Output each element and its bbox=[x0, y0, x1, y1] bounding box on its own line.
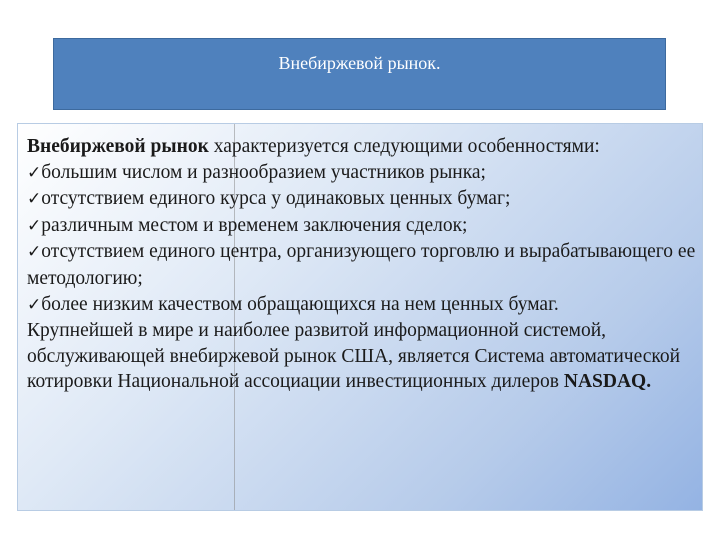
title-banner bbox=[53, 38, 666, 110]
slide-title: Внебиржевой рынок. bbox=[278, 53, 441, 73]
bullet-text: большим числом и разнообразием участников рынка; bbox=[41, 161, 486, 183]
body-text bbox=[27, 134, 697, 395]
checkmark-icon: ✓ bbox=[27, 242, 42, 263]
intro-bold-term: Внебиржевой рынок bbox=[27, 136, 209, 157]
bullet-item bbox=[27, 186, 697, 213]
bullet-item bbox=[27, 213, 697, 240]
closing-paragraph bbox=[27, 318, 697, 395]
closing-bold: NASDAQ. bbox=[563, 371, 652, 393]
closing-text: Крупнейшей в мире и наиболее развитой информационной системой, обслуживающей внебиржевой рынок США, является Система автоматической котировки Национальной ассоциации инвестиционных дилеров bbox=[27, 320, 681, 393]
checkmark-icon: ✓ bbox=[27, 294, 42, 315]
checkmark-icon: ✓ bbox=[27, 189, 42, 210]
intro-paragraph bbox=[27, 134, 697, 160]
intro-rest: характеризуется следующими особенностями: bbox=[208, 136, 600, 157]
bullet-text: более низким качеством обращающихся на нем ценных бумаг. bbox=[41, 293, 559, 315]
bullet-text: различным местом и временем заключения сделок; bbox=[41, 214, 468, 236]
bullet-text: отсутствием единого центра, организующего торговлю и вырабатывающего ее методологию; bbox=[27, 241, 696, 289]
bullet-text: отсутствием единого курса у одинаковых ценных бумаг; bbox=[41, 188, 511, 210]
bullet-item bbox=[27, 292, 697, 319]
checkmark-icon: ✓ bbox=[27, 162, 42, 183]
checkmark-icon: ✓ bbox=[27, 215, 42, 236]
content-panel bbox=[17, 123, 703, 511]
bullet-item bbox=[27, 239, 697, 291]
bullet-item bbox=[27, 160, 697, 187]
